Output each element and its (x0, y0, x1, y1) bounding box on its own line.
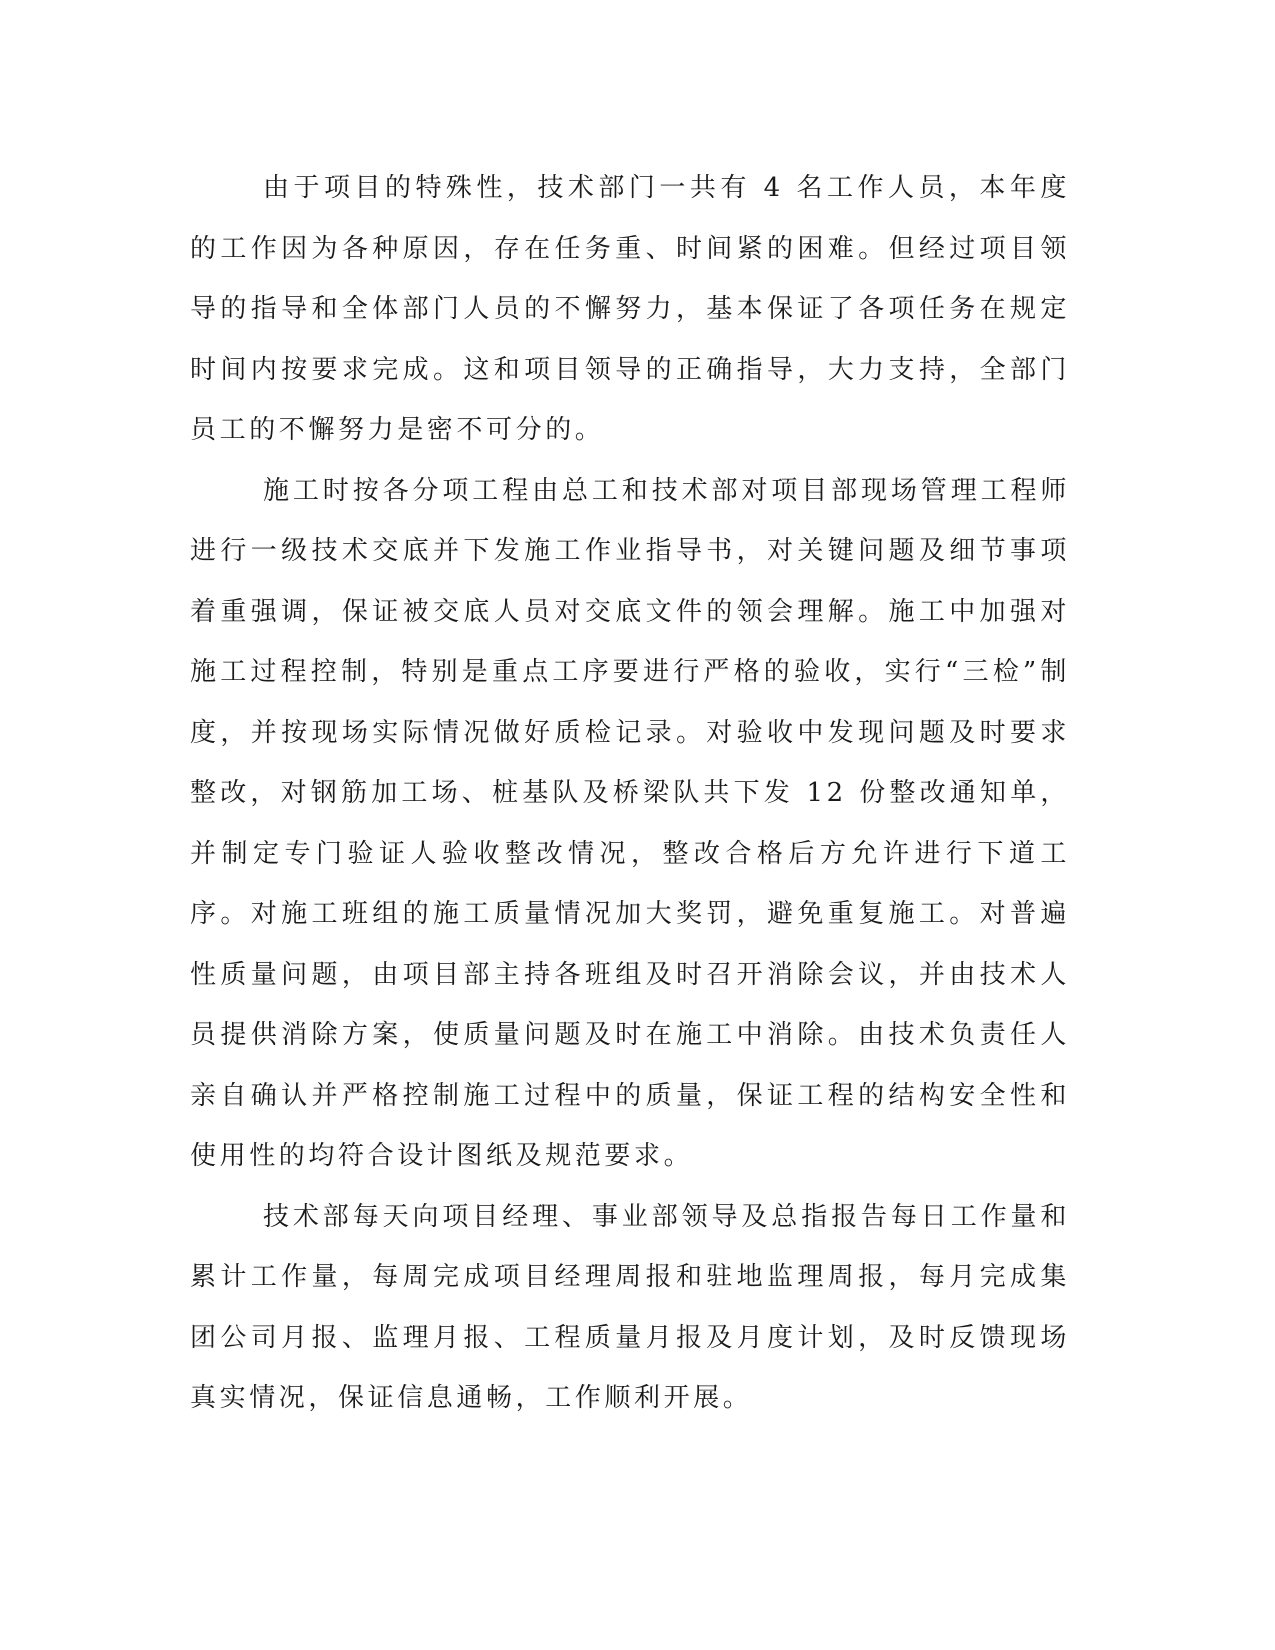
paragraph-staffing: 由于项目的特殊性，技术部门一共有 4 名工作人员，本年度的工作因为各种原因，存在任务重、时间紧的困难。但经过项目领导的指导和全体部门人员的不懈努力，基本保证了各项任务在规定时间内按要求完成。这和项目领导的正确指导，大力支持，全部门员工的不懈努力是密不可分的。 (190, 173, 1070, 445)
document-body (190, 158, 1070, 1429)
paragraph-reporting: 技术部每天向项目经理、事业部领导及总指报告每日工作量和累计工作量，每周完成项目经理周报和驻地监理周报，每月完成集团公司月报、监理月报、工程质量月报及月度计划，及时反馈现场真实情况，保证信息通畅，工作顺利开展。 (190, 1201, 1070, 1413)
paragraph-quality-control: 施工时按各分项工程由总工和技术部对项目部现场管理工程师进行一级技术交底并下发施工作业指导书，对关键问题及细节事项着重强调，保证被交底人员对交底文件的领会理解。施工中加强对施工过程控制，特别是重点工序要进行严格的验收，实行“三检”制度，并按现场实际情况做好质检记录。对验收中发现问题及时要求整改，对钢筋加工场、桩基队及桥梁队共下发 12 份整改通知单，并制定专门验证人验收整改情况，整改合格后方允许进行下道工序。对施工班组的施工质量情况加大奖罚，避免重复施工。对普遍性质量问题，由项目部主持各班组及时召开消除会议，并由技术人员提供消除方案，使质量问题及时在施工中消除。由技术负责任人亲自确认并严格控制施工过程中的质量，保证工程的结构安全性和使用性的均符合设计图纸及规范要求。 (190, 475, 1070, 1171)
